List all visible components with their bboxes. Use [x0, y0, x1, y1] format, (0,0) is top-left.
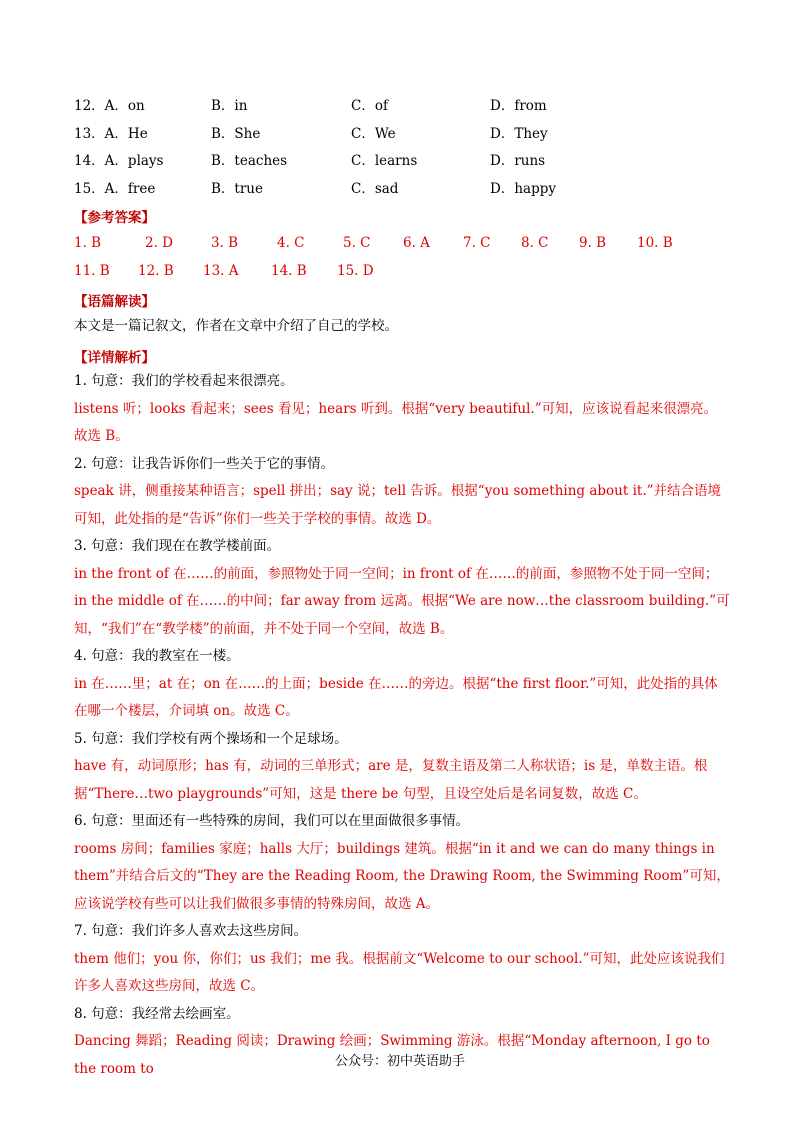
option-c: C．of [351, 98, 388, 114]
option-c: C．We [351, 125, 396, 142]
answer-item: 3. B [211, 235, 239, 251]
option-d: D．They [490, 125, 548, 142]
analysis-explanation: Dancing 舞蹈；Reading 阅读；Drawing 绘画；Swimming 游泳。根据“Monday afternoon, I go to the room to [74, 1033, 710, 1077]
answer-item: 7. C [463, 235, 491, 251]
option-d: D．happy [490, 180, 556, 197]
option-d: D．from [490, 98, 547, 114]
analysis-explanation: in the front of 在……的前面，参照物处于同一空间；in front of 在……的前面，参照物不处于同一空间；in the middle of 在……的中间；far away from 远离。根据“We are now…the classroom building.”可知，“我们”在“教学楼”的前面，并不处于同一个空间，故选 B。 [74, 565, 730, 637]
answer-item: 4. C [277, 235, 305, 251]
answer-item: 5. C [343, 235, 371, 251]
analysis-heading: 【详情解析】 [74, 350, 155, 366]
analysis-explanation: in 在……里；at 在；on 在……的上面；beside 在……的旁边。根据“the first floor.”可知，此处指的具体在哪一个楼层，介词填 on。故选 C。 [74, 675, 718, 719]
option-b: B．true [211, 180, 263, 197]
option-c: C．sad [351, 180, 399, 197]
answer-item: 12. B [138, 263, 174, 279]
analysis-explanation: listens 听；looks 看起来；sees 看见；hears 听到。根据“very beautiful.”可知，应该说看起来很漂亮。故选 B。 [74, 400, 718, 444]
analysis-explanation: rooms 房间；families 家庭；halls 大厅；buildings 建筑。根据“in it and we can do many things in them”并结合后文的“They are the Reading Room, the Drawing Room, the Swimming Room”可知，应该说学校有些可以让我们做很多事情的特殊房间，故选 A。 [74, 840, 730, 912]
reading-text: 本文是一篇记叙文，作者在文章中介绍了自己的学校。 [74, 318, 398, 334]
answer-item: 8. C [521, 235, 549, 251]
answer-item: 15. D [337, 263, 374, 279]
option-b: B．She [211, 125, 261, 142]
analysis-question: 5. 句意：我们学校有两个操场和一个足球场。 [74, 730, 348, 747]
answer-heading: 【参考答案】 [74, 210, 155, 226]
answer-item: 11. B [74, 263, 110, 279]
analysis-explanation: them 他们；you 你，你们；us 我们；me 我。根据前文“Welcome to our school.”可知，此处应该说我们许多人喜欢这些房间，故选 C。 [74, 950, 725, 994]
analysis-list [74, 368, 730, 1083]
answer-item: 2. D [145, 235, 173, 251]
answer-item: 1. B [74, 235, 102, 251]
answer-item: 9. B [579, 235, 607, 251]
option-b: B．teaches [211, 153, 288, 169]
analysis-question: 3. 句意：我们现在在教学楼前面。 [74, 538, 281, 554]
option-a: 14．A．plays [74, 153, 164, 169]
answer-item: 10. B [637, 235, 673, 251]
option-c: C．learns [351, 153, 418, 169]
analysis-question: 6. 句意：里面还有一些特殊的房间，我们可以在里面做很多事情。 [74, 813, 470, 829]
analysis-question: 8. 句意：我经常去绘画室。 [74, 1005, 240, 1022]
reading-heading: 【语篇解读】 [74, 294, 155, 310]
option-a: 15．A．free [74, 180, 156, 197]
answer-item: 6. A [403, 235, 430, 251]
answer-item: 14. B [271, 263, 307, 279]
page-footer: 公众号：初中英语助手 [334, 1054, 465, 1069]
option-a: 12．A．on [74, 98, 145, 114]
analysis-explanation: speak 讲，侧重接某种语言；spell 拼出；say 说；tell 告诉。根据“you something about it.”并结合语境可知，此处指的是“告诉”你们一些关于学校的事情。故选 D。 [74, 483, 722, 527]
analysis-question: 7. 句意：我们许多人喜欢去这些房间。 [74, 923, 308, 939]
option-b: B．in [211, 98, 248, 114]
option-a: 13．A．He [74, 125, 148, 142]
answer-item: 13. A [203, 263, 239, 279]
option-d: D．runs [490, 153, 546, 169]
analysis-question: 4. 句意：我的教室在一楼。 [74, 648, 240, 664]
analysis-question: 2. 句意：让我告诉你们一些关于它的事情。 [74, 455, 335, 472]
analysis-question: 1. 句意：我们的学校看起来很漂亮。 [74, 373, 294, 389]
analysis-explanation: have 有，动词原形；has 有，动词的三单形式；are 是，复数主语及第二人称状语；is 是，单数主语。根据“There…two playgrounds”可知，这是 there be 句型，且设空处后是名词复数，故选 C。 [74, 758, 708, 802]
